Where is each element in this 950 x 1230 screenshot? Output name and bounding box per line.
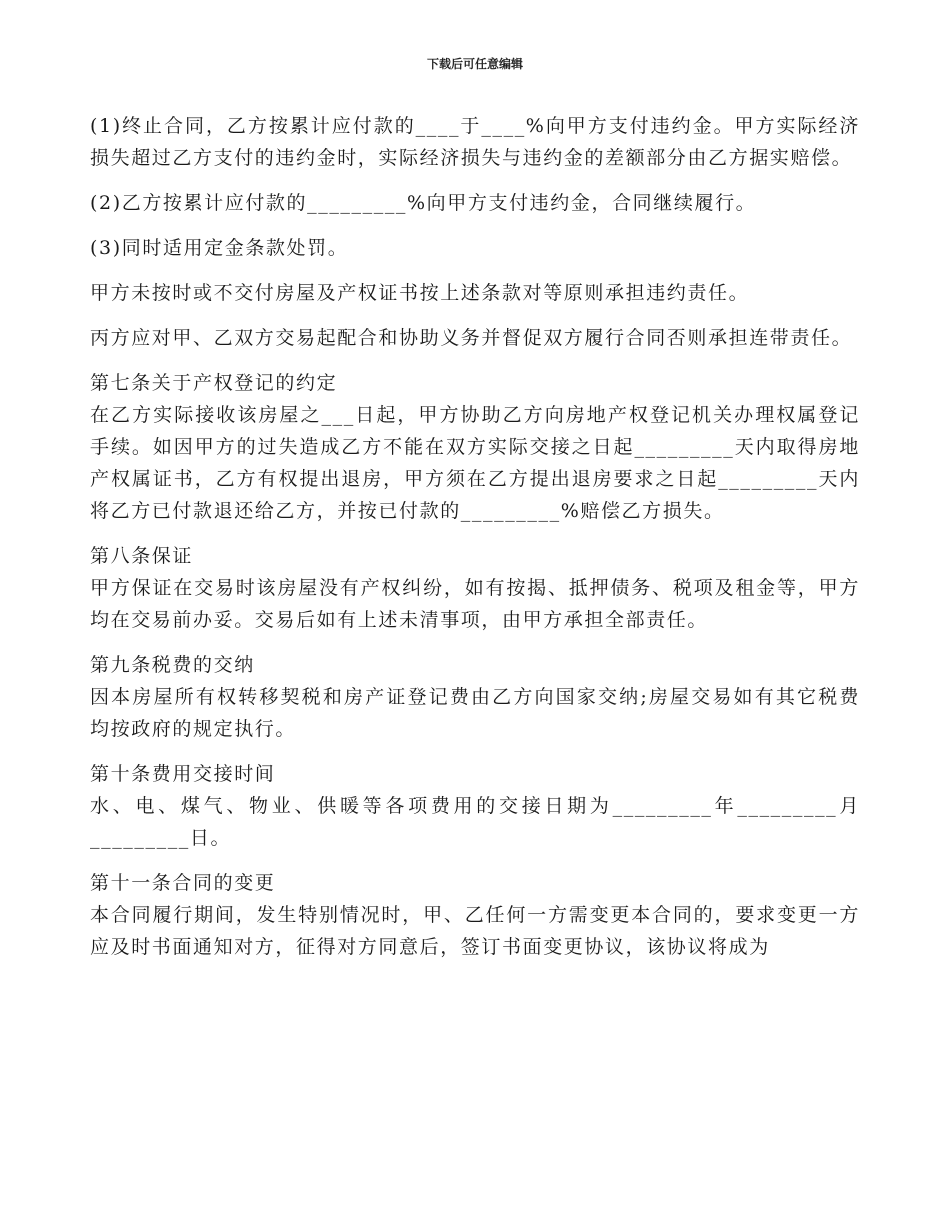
article-9-heading: 第九条税费的交纳 bbox=[90, 654, 255, 676]
article-10-paragraph: 水、电、煤气、物业、供暖等各项费用的交接日期为_________年_________月_________日。 bbox=[90, 795, 860, 849]
article-11-paragraph: 本合同履行期间，发生特别情况时，甲、乙任何一方需变更本合同的，要求变更一方应及时书面通知对方，征得对方同意后，签订书面变更协议，该协议将成为 bbox=[90, 904, 860, 958]
article-7-paragraph: 在乙方实际接收该房屋之___日起，甲方协助乙方向房地产权登记机关办理权属登记手续。如因甲方的过失造成乙方不能在双方实际交接之日起_________天内取得房地产权属证书，乙方有权提出退房，甲方须在乙方提出退房要求之日起_________天内将乙方已付款退还给乙方，并按已付款的_________%赔偿乙方损失。 bbox=[90, 404, 860, 522]
article-9-paragraph: 因本房屋所有权转移契税和房产证登记费由乙方向国家交纳;房屋交易如有其它税费均按政府的规定执行。 bbox=[90, 686, 860, 740]
article-8-paragraph: 甲方保证在交易时该房屋没有产权纠纷，如有按揭、抵押债务、税项及租金等，甲方均在交易前办妥。交易后如有上述未清事项，由甲方承担全部责任。 bbox=[90, 577, 860, 631]
clause-3-paragraph: (3)同时适用定金条款处罚。 bbox=[90, 237, 349, 259]
party-a-liability-paragraph: 甲方未按时或不交付房屋及产权证书按上述条款对等原则承担违约责任。 bbox=[90, 282, 750, 304]
article-11-heading: 第十一条合同的变更 bbox=[90, 872, 276, 894]
article-7-heading: 第七条关于产权登记的约定 bbox=[90, 372, 338, 394]
page-header: 下载后可任意编辑 bbox=[426, 57, 523, 71]
clause-2-paragraph: (2)乙方按累计应付款的_________%向甲方支付违约金，合同继续履行。 bbox=[90, 192, 757, 214]
article-10-heading: 第十条费用交接时间 bbox=[90, 763, 276, 785]
party-c-obligation-paragraph: 丙方应对甲、乙双方交易起配合和协助义务并督促双方履行合同否则承担连带责任。 bbox=[90, 327, 853, 349]
document-body bbox=[90, 110, 860, 976]
clause-1-paragraph: (1)终止合同，乙方按累计应付款的____于____%向甲方支付违约金。甲方实际经济损失超过乙方支付的违约金时，实际经济损失与违约金的差额部分由乙方据实赔偿。 bbox=[90, 115, 860, 169]
article-8-heading: 第八条保证 bbox=[90, 545, 194, 567]
